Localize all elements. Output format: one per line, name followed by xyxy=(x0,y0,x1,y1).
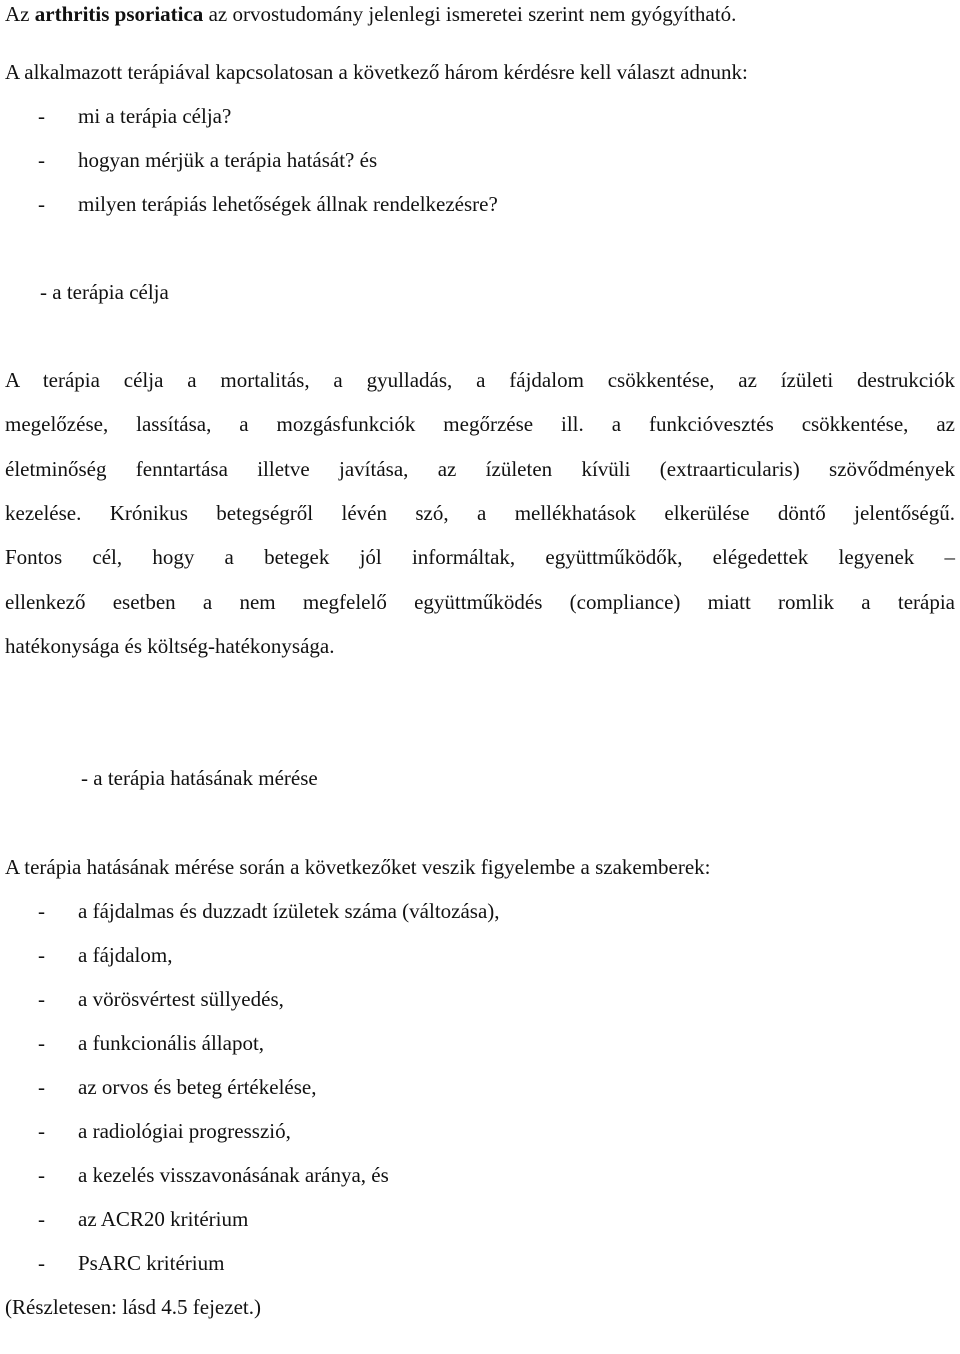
list-item-text: a radiológiai progresszió, xyxy=(78,1119,291,1143)
list-item xyxy=(38,1205,248,1233)
intro-term-bold: arthritis psoriatica xyxy=(34,2,204,26)
list-dash: - xyxy=(38,943,45,967)
paragraph-line: A terápia célja a mortalitás, a gyulladás, a fájdalom csökkentése, az ízületi destrukciók xyxy=(5,368,955,392)
list-item xyxy=(38,1249,224,1277)
list-item-text: a vörösvértest süllyedés, xyxy=(78,987,284,1011)
intro-paragraph xyxy=(5,0,955,28)
list-item xyxy=(38,897,500,925)
question-item xyxy=(38,146,377,174)
list-dash: - xyxy=(38,1031,45,1055)
list-dash: - xyxy=(38,148,45,172)
list-item xyxy=(38,1117,291,1145)
intro-text-post: az orvostudomány jelenlegi ismeretei szerint nem gyógyítható. xyxy=(203,2,737,26)
list-item-text: a fájdalmas és duzzadt ízületek száma (változása), xyxy=(78,899,500,923)
list-item xyxy=(38,985,284,1013)
list-dash: - xyxy=(38,1207,45,1231)
list-item xyxy=(38,1029,264,1057)
list-dash: - xyxy=(38,987,45,1011)
measurement-lead: A terápia hatásának mérése során a következőket veszik figyelembe a szakemberek: xyxy=(5,855,711,879)
list-dash: - xyxy=(38,1251,45,1275)
list-item-text: a kezelés visszavonásának aránya, és xyxy=(78,1163,389,1187)
list-item-text: az ACR20 kritérium xyxy=(78,1207,249,1231)
question-text: milyen terápiás lehetőségek állnak rendelkezésre? xyxy=(78,192,498,216)
list-item xyxy=(38,1161,389,1189)
list-item-text: az orvos és beteg értékelése, xyxy=(78,1075,317,1099)
list-dash: - xyxy=(38,899,45,923)
intro-text-pre: Az xyxy=(5,2,35,26)
question-item xyxy=(38,190,498,218)
paragraph-line: életminőség fenntartása illetve javítása, az ízületen kívüli (extraarticularis) szövődmények xyxy=(5,457,955,481)
list-dash: - xyxy=(38,104,45,128)
section-heading-measurement: - a terápia hatásának mérése xyxy=(81,766,318,790)
questions-lead: A alkalmazott terápiával kapcsolatosan a következő három kérdésre kell választ adnunk: xyxy=(5,60,748,84)
paragraph-line: hatékonysága és költség-hatékonysága. xyxy=(5,634,335,658)
paragraph-line: ellenkező esetben a nem megfelelő együttműködés (compliance) miatt romlik a terápia xyxy=(5,590,955,614)
list-item-text: PsARC kritérium xyxy=(78,1251,225,1275)
list-dash: - xyxy=(38,1163,45,1187)
list-item-text: a funkcionális állapot, xyxy=(78,1031,265,1055)
question-item xyxy=(38,102,231,130)
section-heading-goal: - a terápia célja xyxy=(40,280,169,304)
list-dash: - xyxy=(38,1075,45,1099)
list-item xyxy=(38,941,172,969)
list-item-text: a fájdalom, xyxy=(78,943,173,967)
paragraph-line: megelőzése, lassítása, a mozgásfunkciók megőrzése ill. a funkcióvesztés csökkentése, az xyxy=(5,412,955,436)
paragraph-line: Fontos cél, hogy a betegek jól informáltak, együttműködők, elégedettek legyenek – xyxy=(5,545,955,569)
list-dash: - xyxy=(38,1119,45,1143)
question-text: mi a terápia célja? xyxy=(78,104,232,128)
paragraph-line: kezelése. Krónikus betegségről lévén szó, a mellékhatások elkerülése döntő jelentőségű. xyxy=(5,501,955,525)
list-item xyxy=(38,1073,316,1101)
list-dash: - xyxy=(38,192,45,216)
question-text: hogyan mérjük a terápia hatását? és xyxy=(78,148,378,172)
reference-note: (Részletesen: lásd 4.5 fejezet.) xyxy=(5,1295,261,1319)
